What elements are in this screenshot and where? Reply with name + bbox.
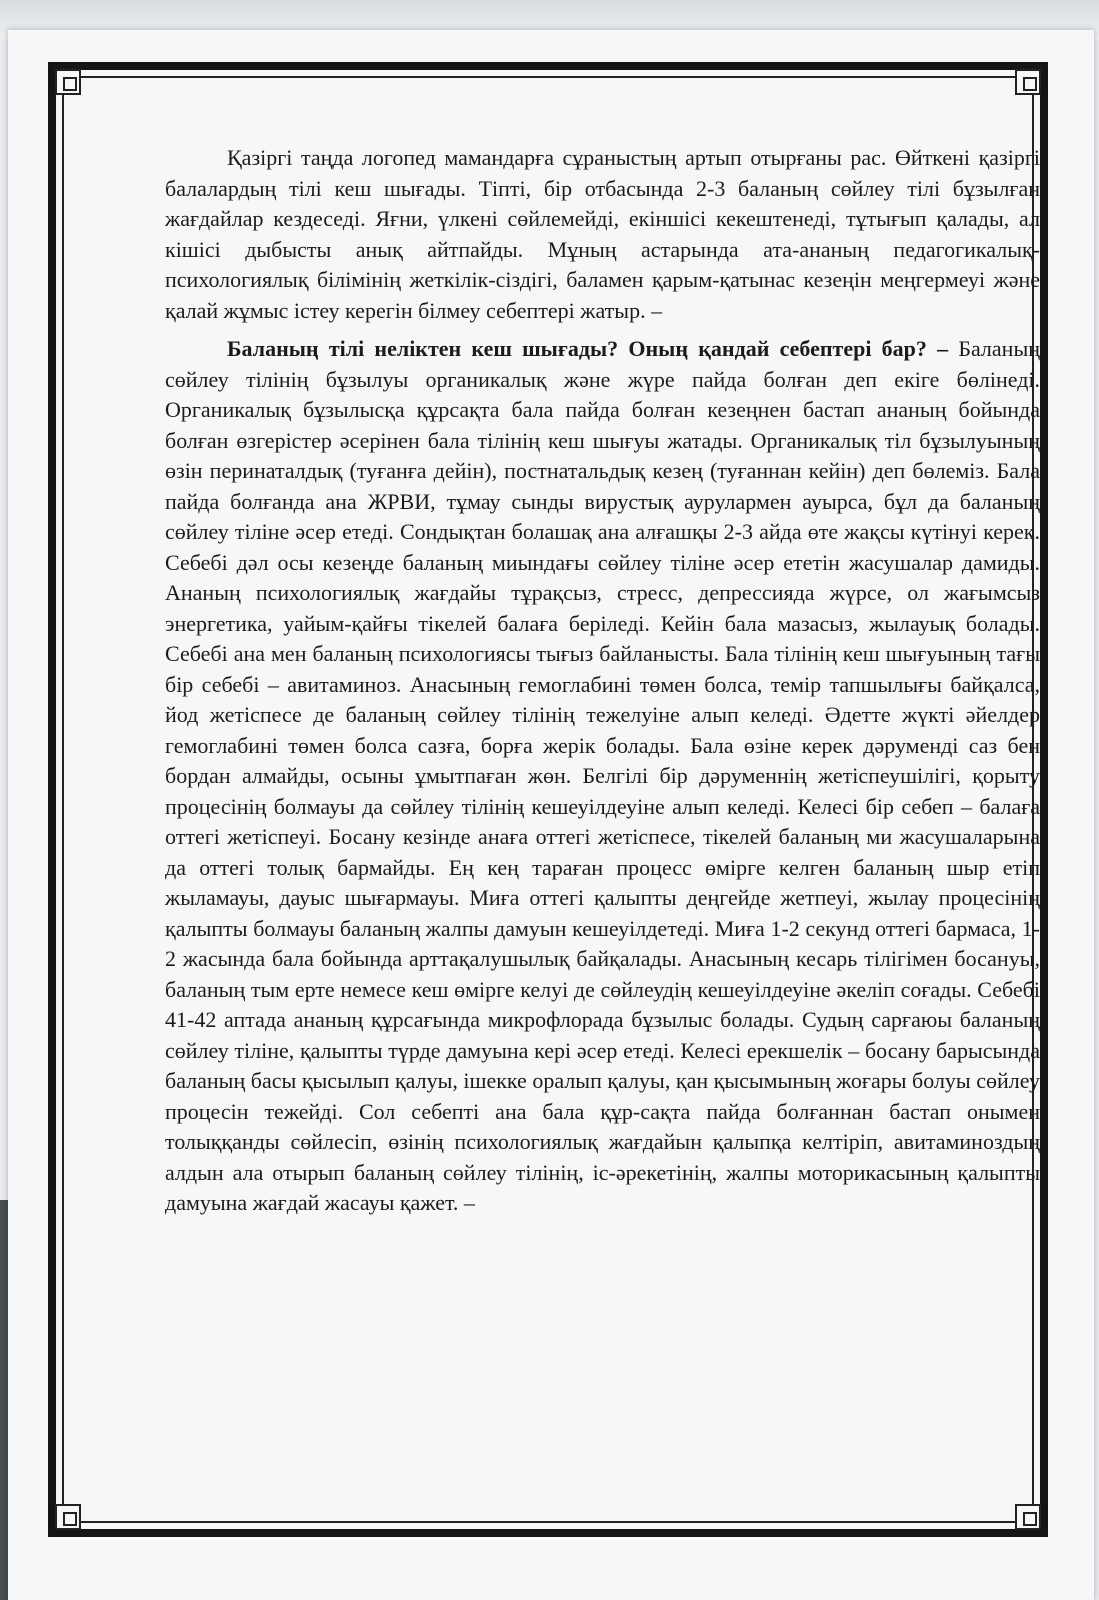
- article-paragraph-intro: Қазіргі таңда логопед мамандарға сұраныстың артып отырғаны рас. Өйткені қазіргі балалардың тілі кеш шығады. Тіпті, бір отбасында 2-3 баланың сөйлеу тілі бұзылған жағдайлар кездеседі. Яғни, үлкені сөйлемейді, екіншісі кекештенеді, тұтығып қалады, ал кішісі дыбысты анық айтпайды. Мұның астарында ата-ананың педагогикалық-психологиялық білімінің жеткілік-сіздігі, баламен қарым-қатынас кезеңін меңгермеуі және қалай жұмыс істеу керегін білмеу себептері жатыр. –: [165, 145, 1040, 323]
- article-body: [165, 143, 1040, 1219]
- article-paragraph-causes-text: Баланың сөйлеу тілінің бұзылуы органикалық және жүре пайда болған деп екіге бөлінеді. Органикалық бұзылысқа құрсақта бала пайда болған кезеңнен бастап ананың бойында болған өзгерістер әсерінен бала тілінің кеш шығуы жатады. Органикалық тіл бұзылуының өзін перинаталдық (туғанға дейін), постнатальдық кезең (туғаннан кейін) деп бөлеміз. Бала пайда болғанда ана ЖРВИ, тұмау сынды вирустық аурулармен ауырса, бұл да баланың сөйлеу тіліне әсер етеді. Сондықтан болашақ ана алғашқы 2-3 айда өте жақсы күтінуі керек. Себебі дәл осы кезеңде баланың миындағы сөйлеу тіліне әсер ететін жасушалар дамиды. Ананың психологиялық жағдайы тұрақсыз, стресс, депрессияда жүрсе, ол жағымсыз энергетика, уайым-қайғы тікелей балаға беріледі. Кейін бала мазасыз, жылауық болады. Себебі ана мен баланың психологиясы тығыз байланысты. Бала тілінің кеш шығуының тағы бір себебі – авитаминоз. Анасының гемоглабині төмен болса, темір тапшылығы байқалса, йод жетіспесе де баланың сөйлеу тілінің тежелуіне алып келеді. Әдетте жүкті әйелдер гемоглабині төмен болса сазға, борға жерік болады. Бала өзіне керек дәруменді саз бен бордан алмайды, осыны ұмытпаған жөн. Белгілі бір дәруменнің жетіспеушілігі, қорыту процесінің болмауы да сөйлеу тілінің кешеуілдеуіне алып келеді. Келесі бір себеп – балаға оттегі жетіспеуі. Босану кезінде анаға оттегі жетіспесе, тікелей баланың ми жасушаларына да оттегі толық бармайды. Ең кең тараған процесс өмірге келген баланың шыр етіп жыламауы, дауыс шығармауы. Миға оттегі қалыпты деңгейде жетпеуі, жылау процесінің қалыпты болмауы баланың жалпы дамуын кешеуілдетеді. Миға 1-2 секунд оттегі бармаса, 1-2 жасында бала бойында арттақалушылық байқалады. Анасының кесарь тілігімен босануы, баланың тым ерте немесе кеш өмірге келуі де сөйлеудің кешеуілдеуіне әкеліп соғады. Себебі 41-42 аптада ананың құрсағында микрофлорада бұзылыс болады. Судың сарғаюы баланың сөйлеу тіліне, қалыпты түрде дамуына кері әсер етеді. Келесі ерекшелік – босану барысында баланың басы қысылып қалуы, ішекке оралып қалуы, қан қысымының жоғары болуы сөйлеу процесін тежейді. Сол себепті ана бала құр-сақта пайда болғаннан бастап онымен толыққанды сөйлесіп, өзінің психологиялық жағдайын қалыпқа келтіріп, авитаминоздың алдын ала отырып баланың сөйлеу тілінің, іс-әрекетінің, жалпы моторикасының қалыпты дамуына жағдай жасауы қажет. –: [165, 336, 1040, 1215]
- border-corner-ornament-bottom-right: [1015, 1504, 1041, 1530]
- article-paragraph-causes: [165, 334, 1040, 1219]
- border-corner-ornament-top-right: [1015, 69, 1041, 95]
- article-question-heading: Баланың тілі неліктен кеш шығады? Оның қандай себептері бар? –: [227, 336, 949, 361]
- border-corner-ornament-top-left: [55, 69, 81, 95]
- border-corner-ornament-bottom-left: [55, 1504, 81, 1530]
